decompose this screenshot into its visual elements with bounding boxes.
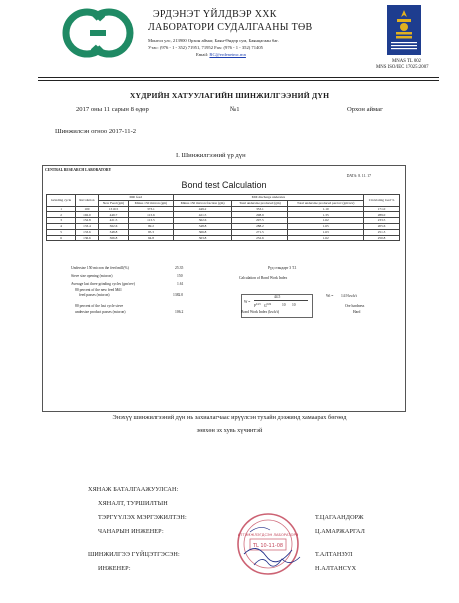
engineer-name: Н.АЛТАНСҮХ <box>315 565 357 572</box>
ore-hardness-label: Ore hardness <box>345 304 365 308</box>
formula-fraction-bar <box>254 300 308 301</box>
header-rule <box>38 77 439 78</box>
quality-name: Ц.АМАРЖАРГАЛ <box>315 528 365 535</box>
col-header: Minus 150 micron fraction (gm) <box>173 200 232 206</box>
table-cell: 1310.5 <box>98 206 128 212</box>
table-cell: 233.5 <box>364 218 400 224</box>
table-reference: Руд стандарт 3 Т.1 <box>268 266 297 270</box>
col-header: Circulating load % <box>364 195 400 207</box>
email-link[interactable]: RC@erdenetmc.mn <box>209 52 246 57</box>
analyst-name: Т.АЛТАНЗУЛ <box>315 551 353 558</box>
table-cell: 5 <box>47 229 76 235</box>
table-cell: 1.62 <box>288 218 364 224</box>
org-name-line1: ЭРДЭНЭТ ҮЙЛДВЭР ХХК <box>153 9 277 20</box>
conclusion-line1: Энэхүү шинжилгээний дүн нь захиалагчаас ирүүлсэн тухайн дээжинд хамаарах бөгөөд <box>112 414 347 421</box>
formula-w: W = <box>244 300 251 304</box>
table-cell: 348.8 <box>173 223 232 229</box>
lab-name: CENTRAL RESEARCH LABORATORY <box>45 168 112 172</box>
table-cell: 95.3 <box>129 229 173 235</box>
document-date: 2017 оны 11 сарын 8 өдөр <box>76 106 149 113</box>
header-rule-thin <box>38 80 439 81</box>
approved-label: ХЯНАЖ БАТАЛГААЖУУЛСАН: <box>88 486 179 493</box>
wi-label: Wi = <box>326 294 334 298</box>
formula-ten2: 10 <box>292 303 296 307</box>
feed80-label1: 80 percent of the new feed Mill <box>75 288 122 292</box>
table-cell: 1.65 <box>288 223 364 229</box>
formula-p1: $P^{0.23}$ <box>254 303 261 309</box>
company-logo <box>62 8 134 58</box>
table-row <box>47 235 400 241</box>
table-cell: 113.6 <box>129 212 173 218</box>
bond-wi-label: Bond Work Index (kwh/t) <box>241 310 280 314</box>
table-cell: 6 <box>47 235 76 241</box>
table-cell: 133.4 <box>76 223 99 229</box>
sieve-value: 150 <box>177 274 183 278</box>
table-cell: 449.2 <box>173 206 232 212</box>
fineness-value: 25.35 <box>175 266 184 270</box>
bond-test-report <box>42 165 406 412</box>
table-cell: 2 <box>47 212 76 218</box>
address-line2: Утас: (976 - 1 - 352) 71951, 71952 Fax: (976 - 1 - 352) 71405 <box>148 45 263 50</box>
avg-label: Average last three grinding cycles (gm/rev) <box>71 282 135 286</box>
table-cell: 251.3 <box>364 229 400 235</box>
group-header: Mill feed <box>98 195 173 201</box>
sieve-label: Sieve size opening (micron) <box>71 274 113 278</box>
email-line <box>196 52 246 57</box>
group-header: Mill discharge undersize <box>173 195 363 201</box>
checked-label: ХЯНАЛТ, ТУРШИЛТЫН <box>98 500 168 507</box>
section-heading: I. Шинжилгээний үр дүн <box>176 152 246 159</box>
mnas-code: MNAS TL 002 <box>392 59 422 64</box>
table-cell: 348.8 <box>98 229 128 235</box>
table-cell: 298.9 <box>232 212 288 218</box>
ore-hardness-value: Hard <box>353 310 361 314</box>
table-cell: 288.2 <box>232 223 288 229</box>
table-cell: 1.63 <box>288 229 364 235</box>
engineer-dept-name: Т.ЦАГААНДОРЖ <box>315 514 364 521</box>
product80-label1: 80 percent of the last cycle sieve <box>75 304 124 308</box>
formula-g: $G^{0.82}$ <box>264 303 272 309</box>
table-cell: 192.0 <box>76 212 99 218</box>
signature-mark-icon <box>252 551 302 571</box>
col-header: Total undersize produced per/rev (gm/rev) <box>288 200 364 206</box>
bond-test-rows <box>47 206 400 241</box>
analysis-date: Шинжилсэн огноо 2017-11-2 <box>55 128 137 135</box>
table-cell: 4 <box>47 223 76 229</box>
email-label: Email: <box>196 52 209 57</box>
table-cell: 205.6 <box>364 223 400 229</box>
bond-formula <box>241 294 313 318</box>
table-cell: 133.6 <box>76 229 99 235</box>
table-cell: 1.62 <box>288 235 364 241</box>
table-cell: 449.7 <box>98 212 128 218</box>
address-line1: Монгол улс, 213900 Орхон аймаг, Баян-Өндөр сум, Баянцагаан баг. <box>148 38 279 43</box>
mnas-standard: MNS ISO/IEC 17025:2007 <box>376 65 429 70</box>
table-cell: 3 <box>47 218 76 224</box>
feed80-label2: feed passes (micron) <box>79 293 110 297</box>
table-cell: 1 <box>47 206 76 212</box>
engineer-dept-label: ТЭРГҮҮЛЭХ МЭРГЭЖИЛТЭН: <box>98 514 187 521</box>
col-header: Revolution <box>76 195 99 207</box>
document-number: №1 <box>230 106 240 113</box>
product80-label2: undersize product passes (micron) <box>75 310 126 314</box>
table-cell: 232.6 <box>232 235 288 241</box>
table-cell: 353.1 <box>232 206 288 212</box>
fineness-label: Undersize 150 micron the feed mill(%) <box>71 266 129 270</box>
wi-value: 14.9 kwh/t <box>341 294 357 298</box>
document-location: Орхон аймаг <box>347 106 383 113</box>
mnas-emblem-icon <box>387 5 421 55</box>
table-cell: 171.0 <box>364 206 400 212</box>
table-cell: 99.2 <box>129 223 173 229</box>
table-cell: 362.6 <box>173 218 232 224</box>
quality-label: ЧАНАРЫН ИНЖЕНЕР: <box>98 528 164 535</box>
table-cell: 271.5 <box>232 229 288 235</box>
col-header: Minus 150 micron (gm) <box>129 200 173 206</box>
engineer-label: ИНЖЕНЕР: <box>98 565 131 572</box>
report-date: DATA: 8. 11. 17 <box>346 174 371 178</box>
feed80-value: 1382.0 <box>173 293 184 297</box>
table-cell: 373.1 <box>129 206 173 212</box>
table-cell: 421.5 <box>98 218 128 224</box>
table-cell: 366.8 <box>98 235 128 241</box>
table-cell: 421.5 <box>173 212 232 218</box>
table-cell: 1.10 <box>288 206 364 212</box>
svg-text:TL 10-11-08: TL 10-11-08 <box>252 543 284 549</box>
report-title: Bond test Calculation <box>181 180 267 190</box>
avg-value: 1.61 <box>177 282 184 286</box>
table-cell: 297.5 <box>232 218 288 224</box>
col-header: New Feed (gm) <box>98 200 128 206</box>
bond-test-table <box>46 194 400 241</box>
table-cell: 152.8 <box>76 218 99 224</box>
product80-value: 106.2 <box>175 310 184 314</box>
col-header: Total undersize produced (gm) <box>232 200 288 206</box>
table-cell: 366.8 <box>173 229 232 235</box>
conclusion-line2: зөвхөн эх хувь хүчинтэй <box>196 427 263 434</box>
table-cell: 94.8 <box>129 235 173 241</box>
table-cell: 136.6 <box>76 235 99 241</box>
formula-coefficient: 44.5 <box>274 295 281 299</box>
table-cell: 289.0 <box>364 212 400 218</box>
formula-ten1: 10 <box>282 303 286 307</box>
table-cell: 1.35 <box>288 212 364 218</box>
table-cell: 113.5 <box>129 218 173 224</box>
table-cell: 362.6 <box>98 223 128 229</box>
document-title: ХҮДРИЙН ХАТУУЛАГИЙН ШИНЖИЛГЭЭНИЙ ДҮН <box>129 91 330 100</box>
table-cell: 100 <box>76 206 99 212</box>
table-cell: 250.8 <box>364 235 400 241</box>
svg-text:ИТГЭМЖЛЭГДСЭН ЛАБОРАТОРИ: ИТГЭМЖЛЭГДСЭН ЛАБОРАТОРИ <box>237 533 299 537</box>
wi-calc-label: Calculation of Bond Work Index <box>239 276 288 280</box>
analyst-label: ШИНЖИЛГЭЭ ГҮЙЦЭТГЭСЭН: <box>88 551 180 558</box>
table-cell: 363.8 <box>173 235 232 241</box>
org-name-line2: ЛАБОРАТОРИ СУДАЛГААНЫ ТӨВ <box>148 22 313 33</box>
col-header: Grinding cycle <box>47 195 76 207</box>
